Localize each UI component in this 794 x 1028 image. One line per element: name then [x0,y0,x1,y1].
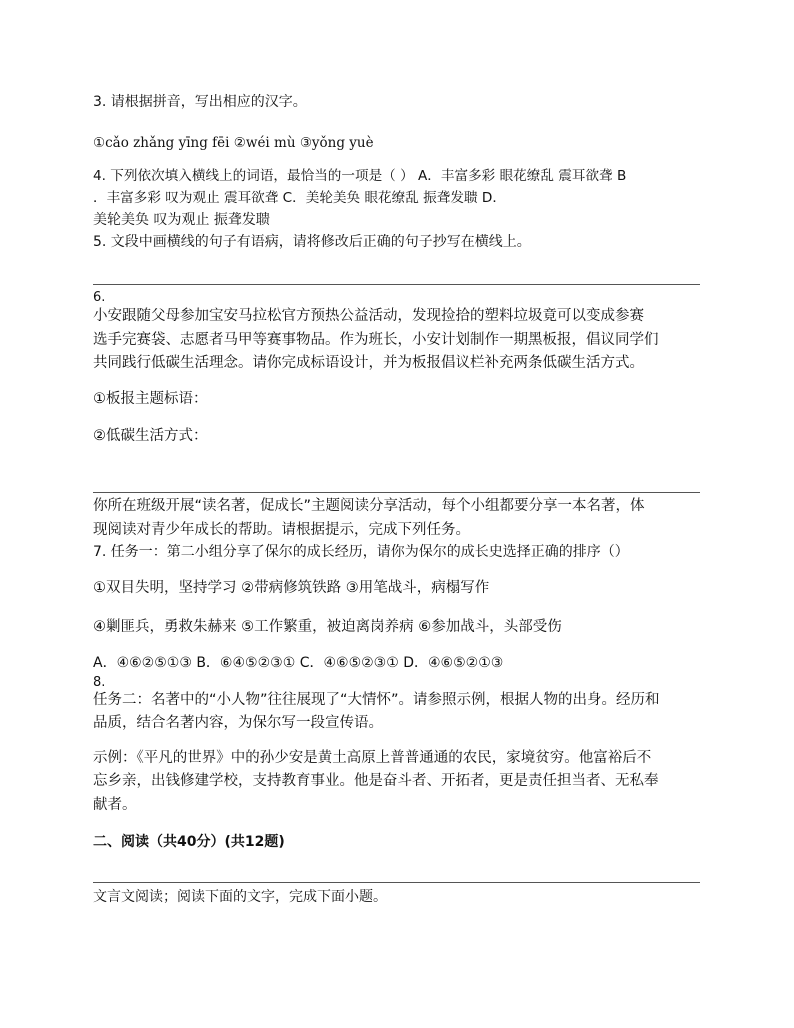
q4-line-2: ．丰富多彩 叹为观止 震耳欲聋 C．美轮美奂 眼花缭乱 振聋发聩 D． [93,190,506,206]
q6-number: 6. [93,290,106,305]
q6-item-1: ①板报主题标语： [93,391,208,407]
answer-line [93,284,700,285]
q6-line-3: 共同践行低碳生活理念。请你完成标语设计，并为板报倡议栏补充两条低碳生活方式。 [93,355,644,371]
q8-example-1: 示例：《平凡的世界》中的孙少安是黄土高原上普普通通的农民，家境贫穷。他富裕后不 [93,750,652,766]
intro-line-1: 你所在班级开展“读名著，促成长”主题阅读分享活动，每个小组都要分享一本名著，体 [93,498,645,514]
reading-intro: 文言文阅读；阅读下面的文字，完成下面小题。 [93,889,387,905]
q7-title: 7. 任务一：第二小组分享了保尔的成长经历，请你为保尔的成长史选择正确的排序（） [93,544,629,560]
answer-line [93,492,700,493]
q4-line-3: 美轮美奂 叹为观止 振聋发聩 [93,212,270,228]
q7-options: A．④⑥②⑤①③ B．⑥④⑤②③① C．④⑥⑤②③① D．④⑥⑤②①③ [93,655,504,671]
q7-row-2: ④剿匪兵，勇救朱赫来 ⑤工作繁重，被迫离岗养病 ⑥参加战斗，头部受伤 [93,619,562,635]
q6-line-1: 小安跟随父母参加宝安马拉松官方预热公益活动，发现捡拾的塑料垃圾竟可以变成参赛 [93,308,644,324]
intro-line-2: 现阅读对青少年成长的帮助。请根据提示，完成下列任务。 [93,522,470,538]
answer-line [93,882,700,883]
q7-row-1: ①双目失明，坚持学习 ②带病修筑铁路 ③用笔战斗，病榻写作 [93,580,490,596]
section-heading: 二、阅读（共40分）(共12题) [93,834,285,850]
q8-example-3: 献者。 [93,797,137,813]
q5-title: 5. 文段中画横线的句子有语病，请将修改后正确的句子抄写在横线上。 [93,234,531,250]
q6-line-2: 选手完赛袋、志愿者马甲等赛事物品。作为班长，小安计划制作一期黑板报，倡议同学们 [93,332,659,348]
q8-line-1: 任务二：名著中的“小人物”往往展现了“大情怀”。请参照示例，根据人物的出身。经历和 [93,692,660,708]
q4-line-1: 4. 下列依次填入横线上的词语，最恰当的一项是（ ） A．丰富多彩 眼花缭乱 震耳欲聋 B [93,168,627,184]
q3-title: 3. 请根据拼音，写出相应的汉字。 [93,94,307,110]
q8-line-2: 品质，结合名著内容，为保尔写一段宣传语。 [93,715,383,731]
q8-number: 8. [93,675,106,690]
q8-example-2: 忘乡亲，出钱修建学校，支持教育事业。他是奋斗者、开拓者，更是责任担当者、无私奉 [93,773,659,789]
q3-pinyin: ①cǎo zhǎng yīng fēi ②wéi mù ③yǒng yuè [93,135,374,151]
q6-item-2: ②低碳生活方式： [93,428,208,444]
